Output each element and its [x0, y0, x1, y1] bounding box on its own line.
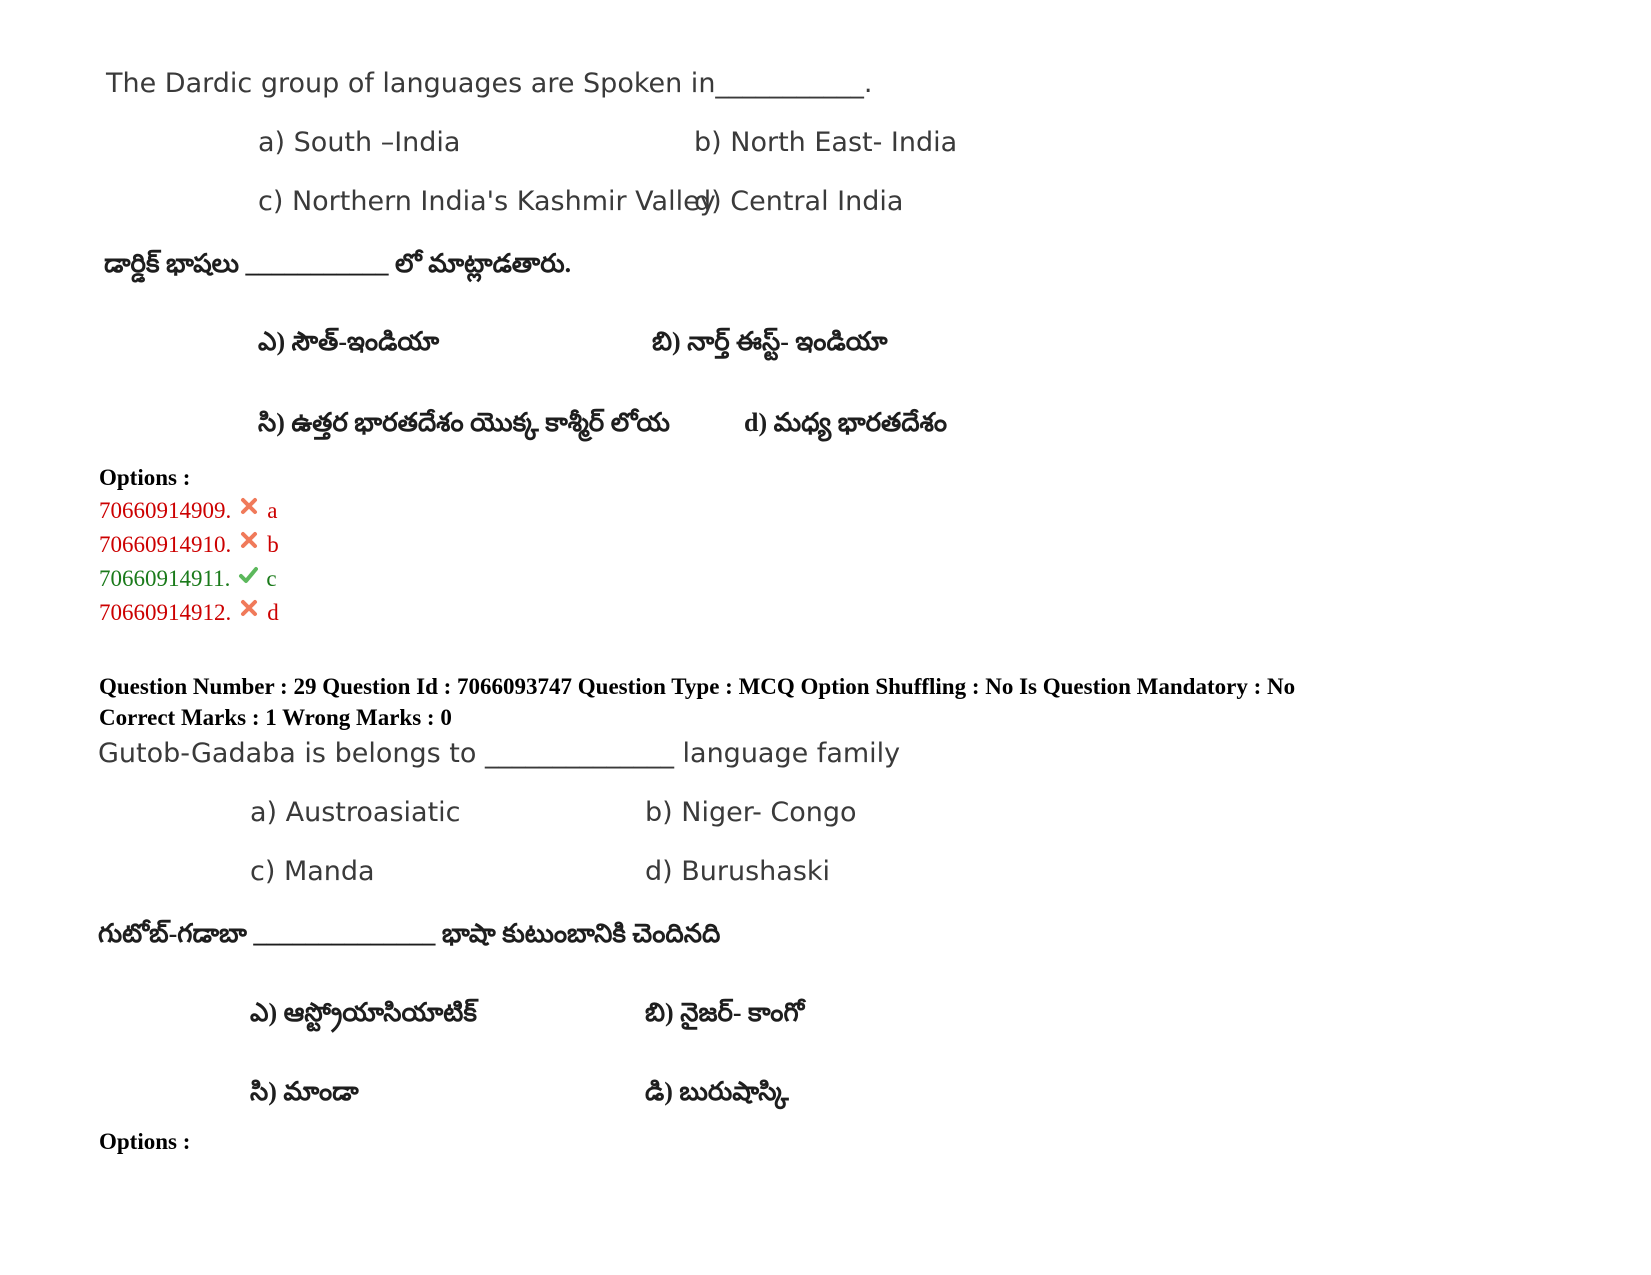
- cross-icon: [239, 496, 259, 516]
- option-b-en: b) North East- India: [694, 127, 958, 158]
- answer-option-id: 70660914910.: [99, 532, 232, 557]
- option-a-te: ఎ) ఆస్ట్రోయాసియాటిక్: [250, 998, 477, 1027]
- answer-option-id: 70660914912.: [99, 600, 232, 625]
- answer-option-row: [99, 600, 279, 626]
- answer-option-row: [99, 566, 277, 592]
- option-d-en: d) Burushaski: [645, 856, 831, 887]
- question-text-te: డార్డిక్ భాషలు ___________ లో మాట్లాడతారు.: [104, 249, 572, 278]
- answer-option-label: c: [266, 566, 277, 591]
- option-a-en: a) Austroasiatic: [250, 797, 461, 828]
- option-b-te: బి) నైజర్- కాంగో: [645, 998, 805, 1027]
- question-meta-line: Question Number : 29 Question Id : 7066093747 Question Type : MCQ Option Shuffling : No Is Question Mandatory : No: [99, 674, 1296, 699]
- option-c-te: సి) ఉత్తర భారతదేశం యొక్క కాశ్మీర్ లోయ: [258, 408, 670, 437]
- option-d-te: d) మధ్య భారతదేశం: [744, 408, 948, 437]
- option-a-en: a) South –India: [258, 127, 461, 158]
- option-c-en: c) Manda: [250, 856, 375, 887]
- options-heading: Options :: [99, 1129, 191, 1154]
- option-b-te: బి) నార్త్ ఈస్ట్- ఇండియా: [652, 327, 888, 356]
- option-d-en: d) Central India: [694, 186, 904, 217]
- question-text-en: Gutob-Gadaba is belongs to ______________ language family: [98, 738, 901, 769]
- option-c-en: c) Northern India's Kashmir Valley: [258, 186, 716, 217]
- answer-option-row: [99, 498, 277, 524]
- question-text-en: The Dardic group of languages are Spoken in___________.: [106, 68, 873, 99]
- answer-option-row: [99, 532, 279, 558]
- cross-icon: [239, 598, 259, 618]
- option-a-te: ఎ) సౌత్-ఇండియా: [258, 327, 440, 356]
- answer-option-id: 70660914911.: [99, 566, 231, 591]
- option-b-en: b) Niger- Congo: [645, 797, 857, 828]
- check-icon: [238, 565, 258, 585]
- answer-option-label: a: [267, 498, 278, 523]
- option-c-te: సి) మాండా: [250, 1077, 359, 1106]
- question-text-te: గుటోబ్-గడాబా ______________ భాషా కుటుంబానికి చెందినది: [98, 919, 721, 948]
- answer-option-label: b: [267, 532, 279, 557]
- answer-option-label: d: [267, 600, 279, 625]
- answer-option-id: 70660914909.: [99, 498, 232, 523]
- options-heading: Options :: [99, 465, 191, 490]
- cross-icon: [239, 530, 259, 550]
- option-d-te: డి) బురుషాస్కి: [645, 1077, 789, 1106]
- question-marks-line: Correct Marks : 1 Wrong Marks : 0: [99, 705, 452, 730]
